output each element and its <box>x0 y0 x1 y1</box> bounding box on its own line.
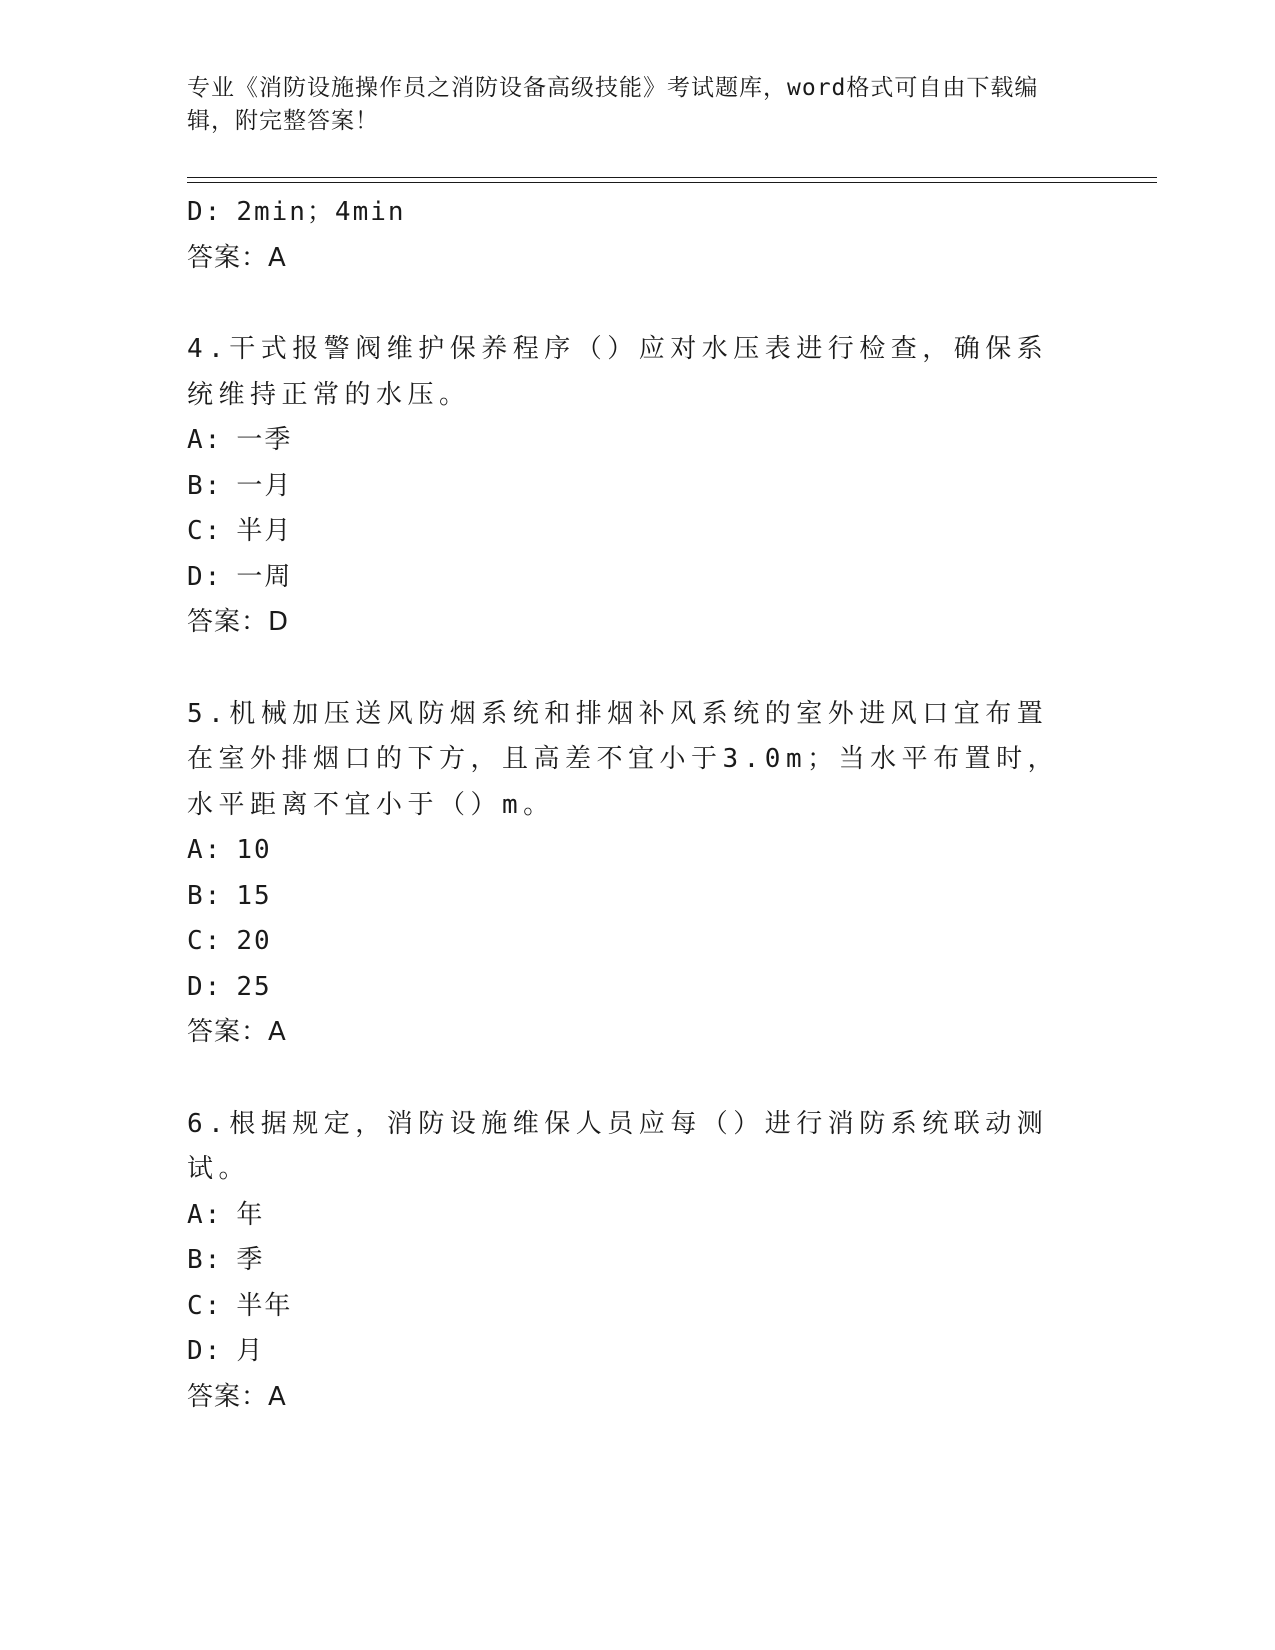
option-d <box>187 555 1087 601</box>
option-b <box>187 874 1087 920</box>
option-text: 一周 <box>236 561 293 592</box>
document-header: 专业《消防设施操作员之消防设备高级技能》考试题库，word格式可自由下载编辑，附完整答案！ <box>187 75 1039 134</box>
question-text: 6.根据规定，消防设施维保人员应每（）进行消防系统联动测试。 <box>187 1108 1049 1184</box>
question-content <box>187 190 1087 1420</box>
option-key: B: <box>187 880 223 911</box>
option-key: B: <box>187 470 223 501</box>
option-d <box>187 190 1087 236</box>
option-text: 10 <box>236 835 272 865</box>
option-a <box>187 418 1087 464</box>
answer-line: 答案：A <box>187 1017 287 1047</box>
question-text: 5.机械加压送风防烟系统和排烟补风系统的室外进风口宜布置在室外排烟口的下方，且高差不宜小于3.0m；当水平布置时，水平距离不宜小于（）m。 <box>187 698 1060 820</box>
answer-line: 答案：D <box>187 607 290 637</box>
option-text: 季 <box>236 1245 265 1275</box>
option-key: D: <box>187 971 223 1002</box>
header-divider-bottom <box>187 182 1157 183</box>
option-a <box>187 828 1087 874</box>
option-key: D: <box>187 197 223 227</box>
answer-line: 答案：A <box>187 242 287 273</box>
header-divider-top <box>187 177 1157 178</box>
option-a <box>187 1193 1087 1239</box>
option-text: 20 <box>236 926 272 956</box>
option-key: A: <box>187 425 223 455</box>
option-d <box>187 1329 1087 1375</box>
option-c <box>187 1284 1087 1330</box>
option-key: D: <box>187 561 223 592</box>
option-c <box>187 509 1087 555</box>
option-key: D: <box>187 1336 223 1366</box>
option-text: 一季 <box>236 425 293 455</box>
option-key: C: <box>187 1290 223 1321</box>
option-key: C: <box>187 926 223 956</box>
option-text: 一月 <box>236 470 293 501</box>
answer-line: 答案：A <box>187 1381 287 1412</box>
option-key: A: <box>187 835 223 865</box>
option-b <box>187 464 1087 510</box>
option-c <box>187 919 1087 965</box>
option-text: 月 <box>236 1336 265 1366</box>
option-key: C: <box>187 516 223 546</box>
option-d <box>187 965 1087 1011</box>
option-text: 25 <box>236 971 272 1002</box>
option-text: 半年 <box>236 1290 293 1321</box>
option-text: 年 <box>236 1199 265 1230</box>
option-key: B: <box>187 1245 223 1275</box>
option-text: 半月 <box>236 516 293 546</box>
option-text: 15 <box>236 880 272 911</box>
option-b <box>187 1238 1087 1284</box>
question-text: 4.干式报警阀维护保养程序（）应对水压表进行检查，确保系统维持正常的水压。 <box>187 334 1049 410</box>
option-text: 2min；4min <box>236 197 406 227</box>
option-key: A: <box>187 1199 223 1230</box>
